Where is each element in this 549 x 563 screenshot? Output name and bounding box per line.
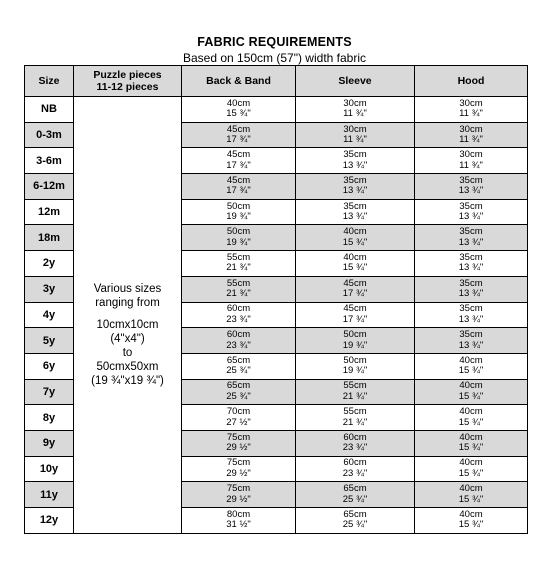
measure-cm: 45cm — [226, 174, 251, 186]
spacer — [74, 310, 181, 318]
size-cell: 9y — [25, 430, 74, 456]
measure-cm: 65cm — [226, 380, 251, 392]
table-header-row — [25, 66, 528, 97]
measure-inch: 21 ¾" — [226, 262, 251, 274]
measure-inch: 15 ¾" — [458, 365, 484, 377]
size-cell: 5y — [25, 328, 74, 354]
measure-inch: 17 ¾" — [226, 185, 251, 197]
back-band-cell — [182, 148, 296, 174]
measure-inch: 25 ¾" — [342, 493, 368, 505]
measure-inch: 21 ¾" — [342, 390, 368, 402]
measure-cm: 75cm — [226, 457, 251, 469]
measure-cm: 35cm — [459, 277, 483, 289]
sleeve-cell — [296, 430, 415, 456]
measure-inch: 13 ¾" — [458, 185, 484, 197]
size-cell: 3y — [25, 276, 74, 302]
measure-inch: 27 ½" — [226, 416, 251, 428]
size-cell: 10y — [25, 456, 74, 482]
measure-cm: 45cm — [226, 123, 251, 135]
sleeve-cell — [296, 97, 415, 123]
fabric-requirements-table — [24, 65, 528, 534]
hood-cell — [415, 199, 528, 225]
sleeve-cell — [296, 302, 415, 328]
table-row — [25, 97, 528, 123]
measure-inch: 21 ¾" — [226, 288, 251, 300]
measure-cm: 75cm — [226, 431, 251, 443]
back-band-cell — [182, 276, 296, 302]
measure-cm: 80cm — [226, 508, 251, 520]
measure-cm: 65cm — [343, 483, 367, 495]
measure-inch: 25 ¾" — [342, 519, 368, 531]
measure-inch: 23 ¾" — [226, 339, 251, 351]
measure-cm: 65cm — [343, 508, 367, 520]
measure-inch: 19 ¾" — [226, 211, 251, 223]
page-subtitle: Based on 150cm (57") width fabric — [182, 51, 367, 65]
measure-cm: 45cm — [343, 277, 367, 289]
measure-cm: 35cm — [459, 251, 483, 263]
size-cell: 4y — [25, 302, 74, 328]
measure-cm: 50cm — [226, 200, 251, 212]
back-band-cell — [182, 508, 296, 534]
hood-cell — [415, 302, 528, 328]
measure-cm: 60cm — [343, 431, 367, 443]
sleeve-cell — [296, 251, 415, 277]
measure-inch: 17 ¾" — [342, 288, 368, 300]
size-cell: NB — [25, 97, 74, 123]
measure-cm: 55cm — [226, 251, 251, 263]
measure-cm: 30cm — [459, 149, 483, 161]
size-cell: 0-3m — [25, 122, 74, 148]
hood-cell — [415, 251, 528, 277]
back-band-cell — [182, 199, 296, 225]
size-cell: 6y — [25, 353, 74, 379]
measure-cm: 40cm — [459, 380, 483, 392]
measure-cm: 35cm — [459, 200, 483, 212]
measure-inch: 29 ½" — [226, 467, 251, 479]
hood-cell — [415, 379, 528, 405]
hood-cell — [415, 225, 528, 251]
measure-inch: 11 ¾" — [459, 108, 483, 120]
measure-cm: 30cm — [343, 123, 367, 135]
sleeve-cell — [296, 122, 415, 148]
hood-cell — [415, 148, 528, 174]
size-cell: 11y — [25, 482, 74, 508]
measure-cm: 35cm — [459, 226, 483, 238]
measure-inch: 13 ¾" — [458, 211, 484, 223]
measure-inch: 23 ¾" — [342, 442, 368, 454]
measure-cm: 40cm — [459, 406, 483, 418]
measure-cm: 75cm — [226, 483, 251, 495]
measure-inch: 13 ¾" — [342, 159, 368, 171]
sleeve-cell — [296, 276, 415, 302]
measure-inch: 25 ¾" — [226, 390, 251, 402]
back-band-cell — [182, 430, 296, 456]
sleeve-cell — [296, 379, 415, 405]
back-band-cell — [182, 302, 296, 328]
measure-inch: 23 ¾" — [342, 467, 368, 479]
sleeve-cell — [296, 174, 415, 200]
measure-inch: 29 ½" — [226, 493, 251, 505]
header-puzzle-pieces — [74, 66, 182, 97]
measure-cm: 35cm — [459, 329, 483, 341]
puzzle-text-line6: 50cmx50xm — [96, 360, 159, 373]
sleeve-cell — [296, 456, 415, 482]
measure-inch: 13 ¾" — [458, 262, 484, 274]
hood-cell — [415, 508, 528, 534]
measure-inch: 19 ¾" — [342, 339, 368, 351]
sleeve-cell — [296, 482, 415, 508]
size-cell: 6-12m — [25, 174, 74, 200]
measure-cm: 35cm — [343, 200, 367, 212]
measure-cm: 60cm — [226, 303, 251, 315]
back-band-cell — [182, 328, 296, 354]
sleeve-cell — [296, 405, 415, 431]
header-puzzle-line1: Puzzle pieces — [93, 69, 162, 81]
puzzle-text-line4: (4"x4") — [110, 332, 145, 345]
size-cell: 8y — [25, 405, 74, 431]
puzzle-pieces-cell — [74, 97, 182, 534]
sleeve-cell — [296, 328, 415, 354]
sleeve-cell — [296, 225, 415, 251]
measure-cm: 55cm — [343, 380, 367, 392]
measure-inch: 11 ¾" — [459, 159, 483, 171]
back-band-cell — [182, 225, 296, 251]
measure-cm: 60cm — [226, 329, 251, 341]
measure-cm: 40cm — [459, 457, 483, 469]
sleeve-cell — [296, 353, 415, 379]
hood-cell — [415, 430, 528, 456]
back-band-cell — [182, 379, 296, 405]
header-sleeve: Sleeve — [296, 66, 415, 97]
measure-inch: 15 ¾" — [458, 442, 484, 454]
measure-inch: 15 ¾" — [458, 390, 484, 402]
back-band-cell — [182, 97, 296, 123]
measure-cm: 40cm — [459, 354, 483, 366]
back-band-cell — [182, 456, 296, 482]
measure-cm: 45cm — [226, 149, 251, 161]
page-title: FABRIC REQUIREMENTS — [197, 35, 352, 49]
measure-cm: 40cm — [459, 431, 483, 443]
back-band-cell — [182, 482, 296, 508]
puzzle-text-line1: Various sizes — [93, 282, 162, 295]
back-band-cell — [182, 122, 296, 148]
hood-cell — [415, 456, 528, 482]
measure-cm: 50cm — [343, 329, 367, 341]
measure-cm: 50cm — [343, 354, 367, 366]
measure-cm: 60cm — [343, 457, 367, 469]
measure-inch: 19 ¾" — [226, 236, 251, 248]
measure-cm: 55cm — [226, 277, 251, 289]
measure-cm: 35cm — [459, 303, 483, 315]
puzzle-text-line3: 10cmx10cm — [96, 318, 159, 331]
measure-cm: 30cm — [459, 123, 483, 135]
measure-inch: 13 ¾" — [458, 288, 484, 300]
measure-inch: 29 ½" — [226, 442, 251, 454]
measure-cm: 65cm — [226, 354, 251, 366]
measure-inch: 15 ¾" — [342, 236, 368, 248]
puzzle-text-line5: to — [122, 346, 133, 359]
measure-inch: 15 ¾" — [226, 108, 251, 120]
hood-cell — [415, 405, 528, 431]
measure-cm: 40cm — [459, 508, 483, 520]
measure-inch: 23 ¾" — [226, 313, 251, 325]
measure-cm: 35cm — [343, 149, 367, 161]
measure-cm: 50cm — [226, 226, 251, 238]
measure-cm: 40cm — [343, 251, 367, 263]
hood-cell — [415, 276, 528, 302]
size-cell: 2y — [25, 251, 74, 277]
back-band-cell — [182, 174, 296, 200]
hood-cell — [415, 174, 528, 200]
measure-cm: 40cm — [459, 483, 483, 495]
size-cell: 7y — [25, 379, 74, 405]
measure-inch: 15 ¾" — [458, 416, 484, 428]
measure-cm: 55cm — [343, 406, 367, 418]
hood-cell — [415, 482, 528, 508]
measure-inch: 11 ¾" — [459, 134, 483, 146]
measure-cm: 40cm — [343, 226, 367, 238]
measure-cm: 35cm — [459, 174, 483, 186]
hood-cell — [415, 97, 528, 123]
measure-inch: 19 ¾" — [342, 365, 368, 377]
back-band-cell — [182, 353, 296, 379]
back-band-cell — [182, 251, 296, 277]
size-cell: 12m — [25, 199, 74, 225]
measure-inch: 13 ¾" — [458, 339, 484, 351]
size-cell: 3-6m — [25, 148, 74, 174]
measure-cm: 40cm — [226, 97, 251, 109]
sleeve-cell — [296, 148, 415, 174]
measure-inch: 21 ¾" — [342, 416, 368, 428]
sleeve-cell — [296, 508, 415, 534]
measure-inch: 15 ¾" — [342, 262, 368, 274]
measure-cm: 45cm — [343, 303, 367, 315]
measure-inch: 17 ¾" — [226, 159, 251, 171]
sleeve-cell — [296, 199, 415, 225]
measure-inch: 13 ¾" — [458, 236, 484, 248]
header-puzzle-line2: 11-12 pieces — [96, 81, 159, 93]
measure-cm: 70cm — [226, 406, 251, 418]
hood-cell — [415, 353, 528, 379]
measure-cm: 30cm — [459, 97, 483, 109]
hood-cell — [415, 328, 528, 354]
measure-inch: 15 ¾" — [458, 519, 484, 531]
measure-inch: 25 ¾" — [226, 365, 251, 377]
measure-inch: 13 ¾" — [342, 185, 368, 197]
measure-inch: 15 ¾" — [458, 467, 484, 479]
measure-inch: 17 ¾" — [342, 313, 368, 325]
measure-inch: 11 ¾" — [343, 134, 367, 146]
table-body — [25, 97, 528, 534]
measure-inch: 13 ¾" — [458, 313, 484, 325]
measure-inch: 17 ¾" — [226, 134, 251, 146]
size-cell: 12y — [25, 508, 74, 534]
puzzle-text-line2: ranging from — [95, 296, 160, 309]
header-hood: Hood — [415, 66, 528, 97]
header-back-band: Back & Band — [182, 66, 296, 97]
hood-cell — [415, 122, 528, 148]
measure-cm: 30cm — [343, 97, 367, 109]
measure-inch: 15 ¾" — [458, 493, 484, 505]
measure-cm: 35cm — [343, 174, 367, 186]
measure-inch: 31 ½" — [226, 519, 251, 531]
size-cell: 18m — [25, 225, 74, 251]
puzzle-text-line7: (19 ¾"x19 ¾") — [91, 374, 164, 387]
header-size: Size — [25, 66, 74, 97]
measure-inch: 11 ¾" — [343, 108, 367, 120]
measure-inch: 13 ¾" — [342, 211, 368, 223]
back-band-cell — [182, 405, 296, 431]
